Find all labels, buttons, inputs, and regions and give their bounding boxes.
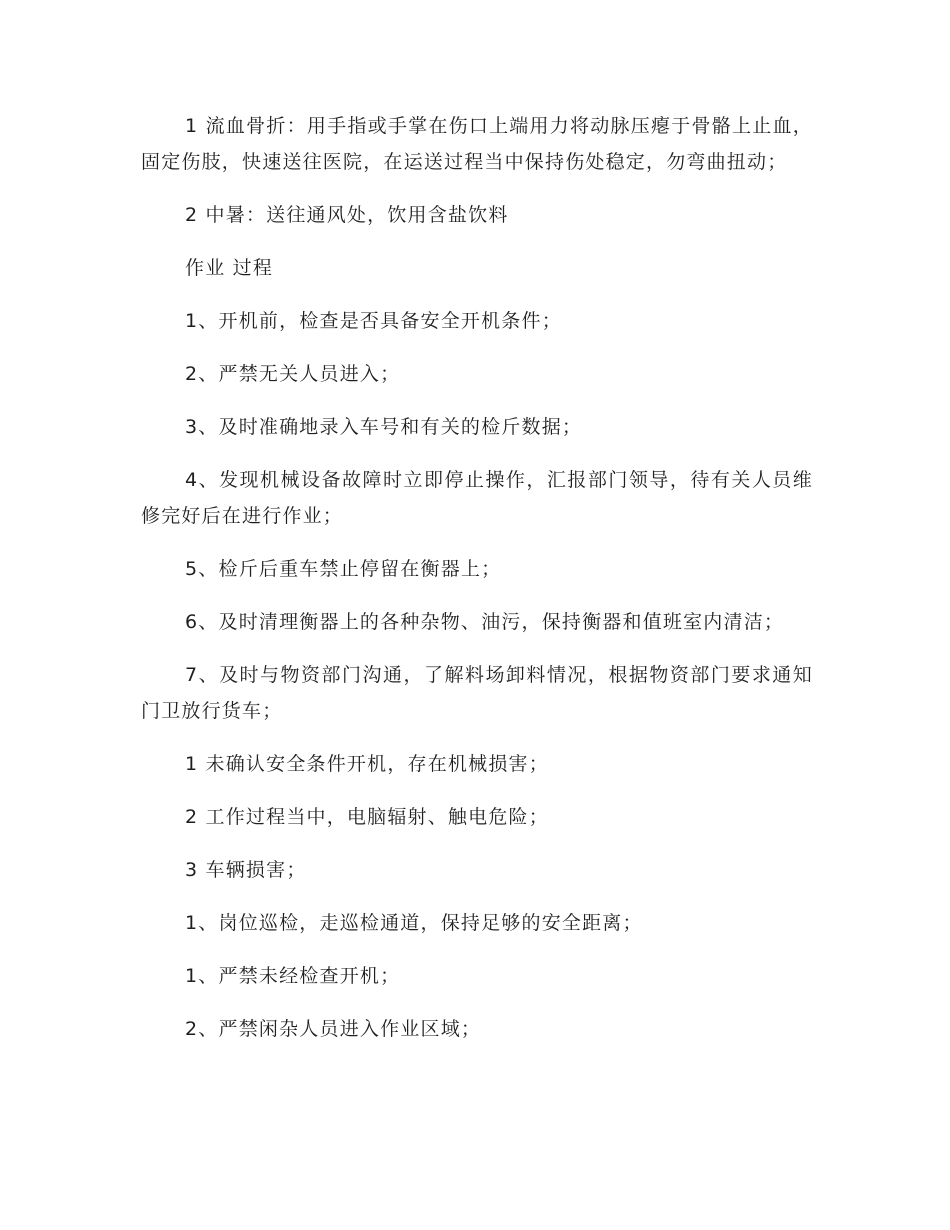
paragraph-step-3: 3、及时准确地录入车号和有关的检斤数据； xyxy=(185,416,583,438)
paragraph-step-5: 5、检斤后重车禁止停留在衡器上； xyxy=(185,558,502,580)
section-heading-work-process: 作业 过程 xyxy=(185,257,274,279)
paragraph-step-7: 7、及时与物资部门沟通，了解料场卸料情况，根据物资部门要求通知门卫放行货车； xyxy=(141,664,813,722)
paragraph-prohibition-2: 2、严禁闲杂人员进入作业区域； xyxy=(185,1018,482,1040)
document-body xyxy=(141,108,813,1064)
paragraph-step-6: 6、及时清理衡器上的各种杂物、油污，保持衡器和值班室内清洁； xyxy=(185,611,785,633)
paragraph-hazard-2: 2 工作过程当中，电脑辐射、触电危险； xyxy=(185,806,549,828)
paragraph-step-4: 4、发现机械设备故障时立即停止操作，汇报部门领导，待有关人员维修完好后在进行作业； xyxy=(141,469,813,527)
paragraph-fracture-first-aid: 1 流血骨折：用手指或手掌在伤口上端用力将动脉压瘪于骨骼上止血，固定伤肢，快速送往医院，在运送过程当中保持伤处稳定，勿弯曲扭动； xyxy=(141,115,813,173)
paragraph-prohibition-1: 1、严禁未经检查开机； xyxy=(185,965,401,987)
paragraph-heatstroke-first-aid: 2 中暑：送往通风处，饮用含盐饮料 xyxy=(185,204,509,226)
paragraph-hazard-3: 3 车辆损害； xyxy=(185,859,307,881)
paragraph-hazard-1: 1 未确认安全条件开机，存在机械损害； xyxy=(185,753,549,775)
paragraph-measure-1: 1、岗位巡检，走巡检通道，保持足够的安全距离； xyxy=(185,912,643,934)
paragraph-step-1: 1、开机前，检查是否具备安全开机条件； xyxy=(185,310,562,332)
paragraph-step-2: 2、严禁无关人员进入； xyxy=(185,363,401,385)
